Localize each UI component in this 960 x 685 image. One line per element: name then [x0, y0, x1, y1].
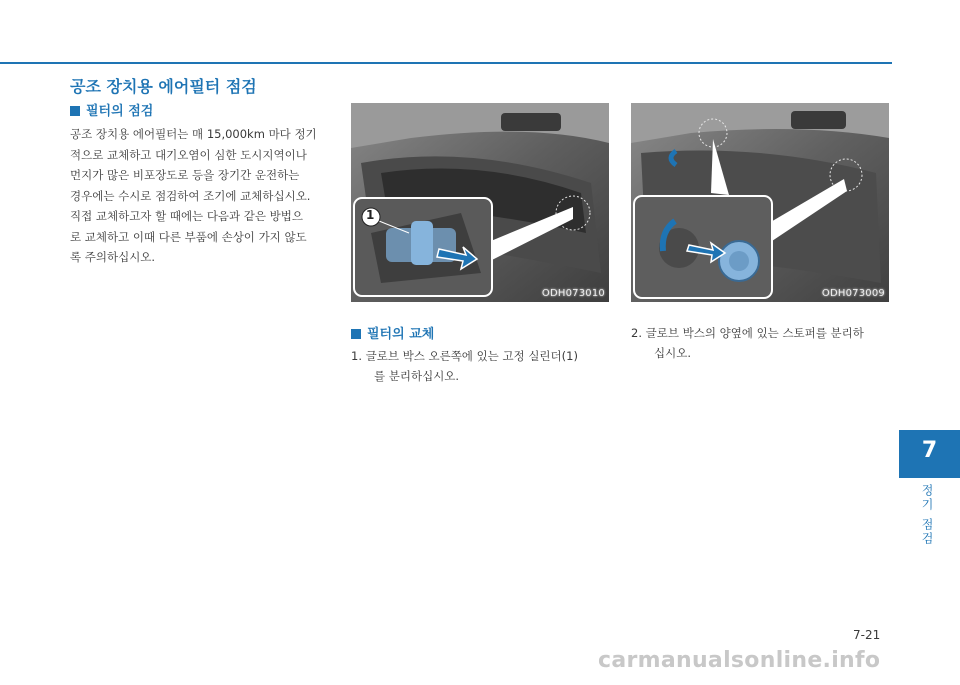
paragraph-line: 록 주의하십시오. — [70, 250, 156, 264]
paragraph-line: 로 교체하고 이때 다른 부품에 손상이 가지 않도 — [70, 229, 307, 244]
glovebox-photo-2 — [631, 103, 889, 302]
inspection-paragraph — [70, 124, 317, 268]
chapter-label: 정기 점검 — [920, 484, 934, 546]
step-1-line-1: 1. 글로브 박스 오른쪽에 있는 고정 실린더(1) — [351, 349, 578, 363]
figure-fixing-cylinder — [351, 103, 609, 302]
glovebox-photo-1 — [351, 103, 609, 302]
figure-code: ODH073009 — [821, 288, 885, 299]
heading-square-icon — [351, 329, 361, 339]
replacement-heading — [351, 323, 434, 342]
step-2-line-2: 십시오. — [654, 346, 691, 360]
replacement-heading-text: 필터의 교체 — [367, 327, 435, 342]
chapter-number: 7 — [921, 438, 938, 463]
section-title: 공조 장치용 에어필터 점검 — [70, 77, 257, 96]
chapter-tab[interactable] — [899, 430, 960, 478]
paragraph-line: 먼지가 많은 비포장도로 등을 장기간 운전하는 — [70, 168, 300, 182]
figure-code: ODH073010 — [541, 288, 605, 299]
callout-number: 1 — [366, 208, 375, 222]
page-number: 7-21 — [853, 628, 881, 642]
top-rule — [0, 62, 892, 64]
heading-square-icon — [70, 106, 80, 116]
step-1 — [351, 346, 578, 386]
figure-stopper — [631, 103, 889, 302]
step-2 — [631, 323, 864, 363]
inspection-heading-text: 필터의 점검 — [86, 104, 154, 119]
watermark: carmanualsonline.info — [598, 648, 881, 673]
inspection-heading — [70, 100, 153, 119]
paragraph-line: 공조 장치용 에어필터는 매 15,000km 마다 정기 — [70, 127, 317, 141]
step-1-line-2: 를 분리하십시오. — [374, 369, 460, 383]
paragraph-line: 직접 교체하고자 할 때에는 다음과 같은 방법으 — [70, 209, 304, 223]
paragraph-line: 적으로 교체하고 대기오염이 심한 도시지역이나 — [70, 147, 307, 162]
step-2-line-1: 2. 글로브 박스의 양옆에 있는 스토퍼를 분리하 — [631, 326, 864, 340]
paragraph-line: 경우에는 수시로 점검하여 조기에 교체하십시오. — [70, 188, 311, 203]
